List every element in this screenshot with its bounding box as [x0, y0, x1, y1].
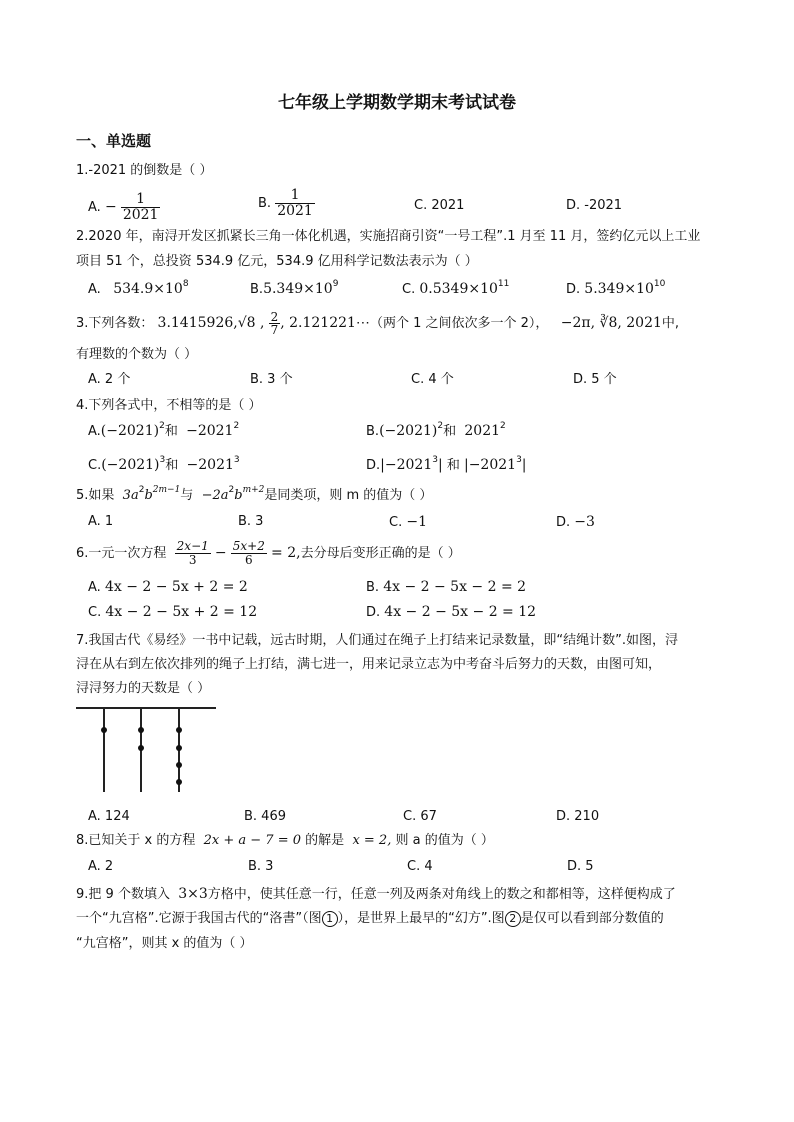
q4-option-c: $C.(-2021)^3$和 $-2021^3$	[88, 455, 240, 473]
q7-stem-line2: 浔在从右到左依次排列的绳子上打结，满七进一，用来记录立志为中考奋斗后努力的天数，由图可知，	[76, 657, 662, 672]
q8-option-a: A. 2	[88, 859, 114, 874]
knot	[176, 779, 182, 785]
q4-option-d: $D.|-2021^3|$ 和 $|-2021^3|$	[366, 455, 527, 473]
q6-option-d: D. 4x − 2 − 5x − 2 = 12	[366, 604, 537, 620]
q2-stem-line2: 项目 51 个，总投资 534.9 亿元，534.9 亿用科学记数法表示为（ ）	[76, 254, 478, 269]
q4-option-b: $B.(-2021)^2$和 2021$^2$	[366, 421, 506, 439]
circled-2: 2	[505, 911, 521, 927]
q3-option-d: D. 5 个	[573, 372, 617, 387]
q7-stem-line3: 浔浔努力的天数是（ ）	[76, 681, 211, 696]
knot	[138, 745, 144, 751]
q7-stem-line1: 7.我国古代《易经》一书中记载，远古时期，人们通过在绳子上打结来记录数量，即“结绳计数”.如图，浔	[76, 633, 679, 648]
q6-option-c: C. 4x − 2 − 5x + 2 = 12	[88, 604, 258, 620]
section-heading: 一、单选题	[76, 132, 152, 150]
q4-option-a: $A.(-2021)^2$和 $-2021^2$	[88, 421, 240, 439]
q2-option-d: D. $5.349\times 10^{10}$	[566, 279, 666, 297]
q6-option-b: B. 4x − 2 − 5x − 2 = 2	[366, 579, 527, 595]
q1-stem: 1.-2021 的倒数是（ ）	[76, 163, 213, 178]
q6-option-a: A. 4x − 2 − 5x + 2 = 2	[88, 579, 248, 595]
page-title: 七年级上学期数学期末考试试卷	[278, 93, 516, 113]
q1-option-d: D. -2021	[566, 198, 623, 213]
q5-option-c: C. −1	[389, 514, 427, 530]
q5-option-a: A. 1	[88, 514, 114, 529]
q7-option-a: A. 124	[88, 809, 130, 824]
knot	[176, 745, 182, 751]
q1-option-c: C. 2021	[414, 198, 465, 213]
q5-option-d: D. −3	[556, 514, 595, 530]
q2-option-a: A. $534.9\times 10^8$	[88, 279, 189, 297]
q4-stem: 4.下列各式中，不相等的是（ ）	[76, 398, 262, 413]
knot	[176, 727, 182, 733]
knot-rope-figure	[76, 700, 218, 798]
q9-stem-line3: “九宫格”，则其 x 的值为（ ）	[76, 936, 253, 951]
q2-option-b: $B.5.349\times 10^9$	[250, 279, 339, 297]
knot	[176, 762, 182, 768]
q3-stem-line1: 3.下列各数： 3.1415926,√8 , $\frac{2}{7}$ , 2.121221⋯（两个 1 之间依次多一个 2）， −2π, ∛8, 2021中,	[76, 310, 680, 337]
knot	[101, 727, 107, 733]
circled-1: 1	[322, 911, 338, 927]
knot	[138, 727, 144, 733]
q8-option-c: C. 4	[407, 859, 433, 874]
q8-stem: 8.已知关于 x 的方程 2x + a − 7 = 0 的解是 x = 2, 则 a 的值为（ ）	[76, 833, 494, 848]
q7-option-b: B. 469	[244, 809, 286, 824]
q5-stem: 5.如果 $3a^2b^{2m-1}$与 $-2a^2b^{m+2}$是同类项，则 m 的值为（ ）	[76, 485, 433, 503]
q3-option-c: C. 4 个	[411, 372, 454, 387]
q9-stem-line2: 一个“九宫格”.它源于我国古代的“洛書”（图 1 ），是世界上最早的“幻方”.图 2 是仅可以看到部分数值的	[76, 911, 664, 926]
q1-option-a: A. − $\frac{1}{2021}$	[88, 191, 159, 223]
q5-option-b: B. 3	[238, 514, 264, 529]
q8-option-b: B. 3	[248, 859, 274, 874]
q1-option-b: B. $\frac{1}{2021}$	[258, 187, 313, 219]
q6-stem: 6.一元一次方程 $\frac{2x-1}{3}$ − $\frac{5x+2}{6}$ = 2,去分母后变形正确的是（ ）	[76, 539, 461, 567]
q9-stem-line1: 9.把 9 个数填入 3×3方格中，使其任意一行，任意一列及两条对角线上的数之和都相等，这样便构成了	[76, 886, 676, 902]
q3-option-a: A. 2 个	[88, 372, 131, 387]
q7-option-c: C. 67	[403, 809, 437, 824]
q3-option-b: B. 3 个	[250, 372, 293, 387]
q7-option-d: D. 210	[556, 809, 600, 824]
q2-stem-line1: 2.2020 年，南浔开发区抓紧长三角一体化机遇，实施招商引资“一号工程”.1 月至 11 月，签约亿元以上工业	[76, 229, 701, 244]
q8-option-d: D. 5	[567, 859, 594, 874]
q2-option-c: C. $0.5349\times 10^{11}$	[402, 279, 510, 297]
q3-stem-line2: 有理数的个数为（ ）	[76, 347, 198, 362]
